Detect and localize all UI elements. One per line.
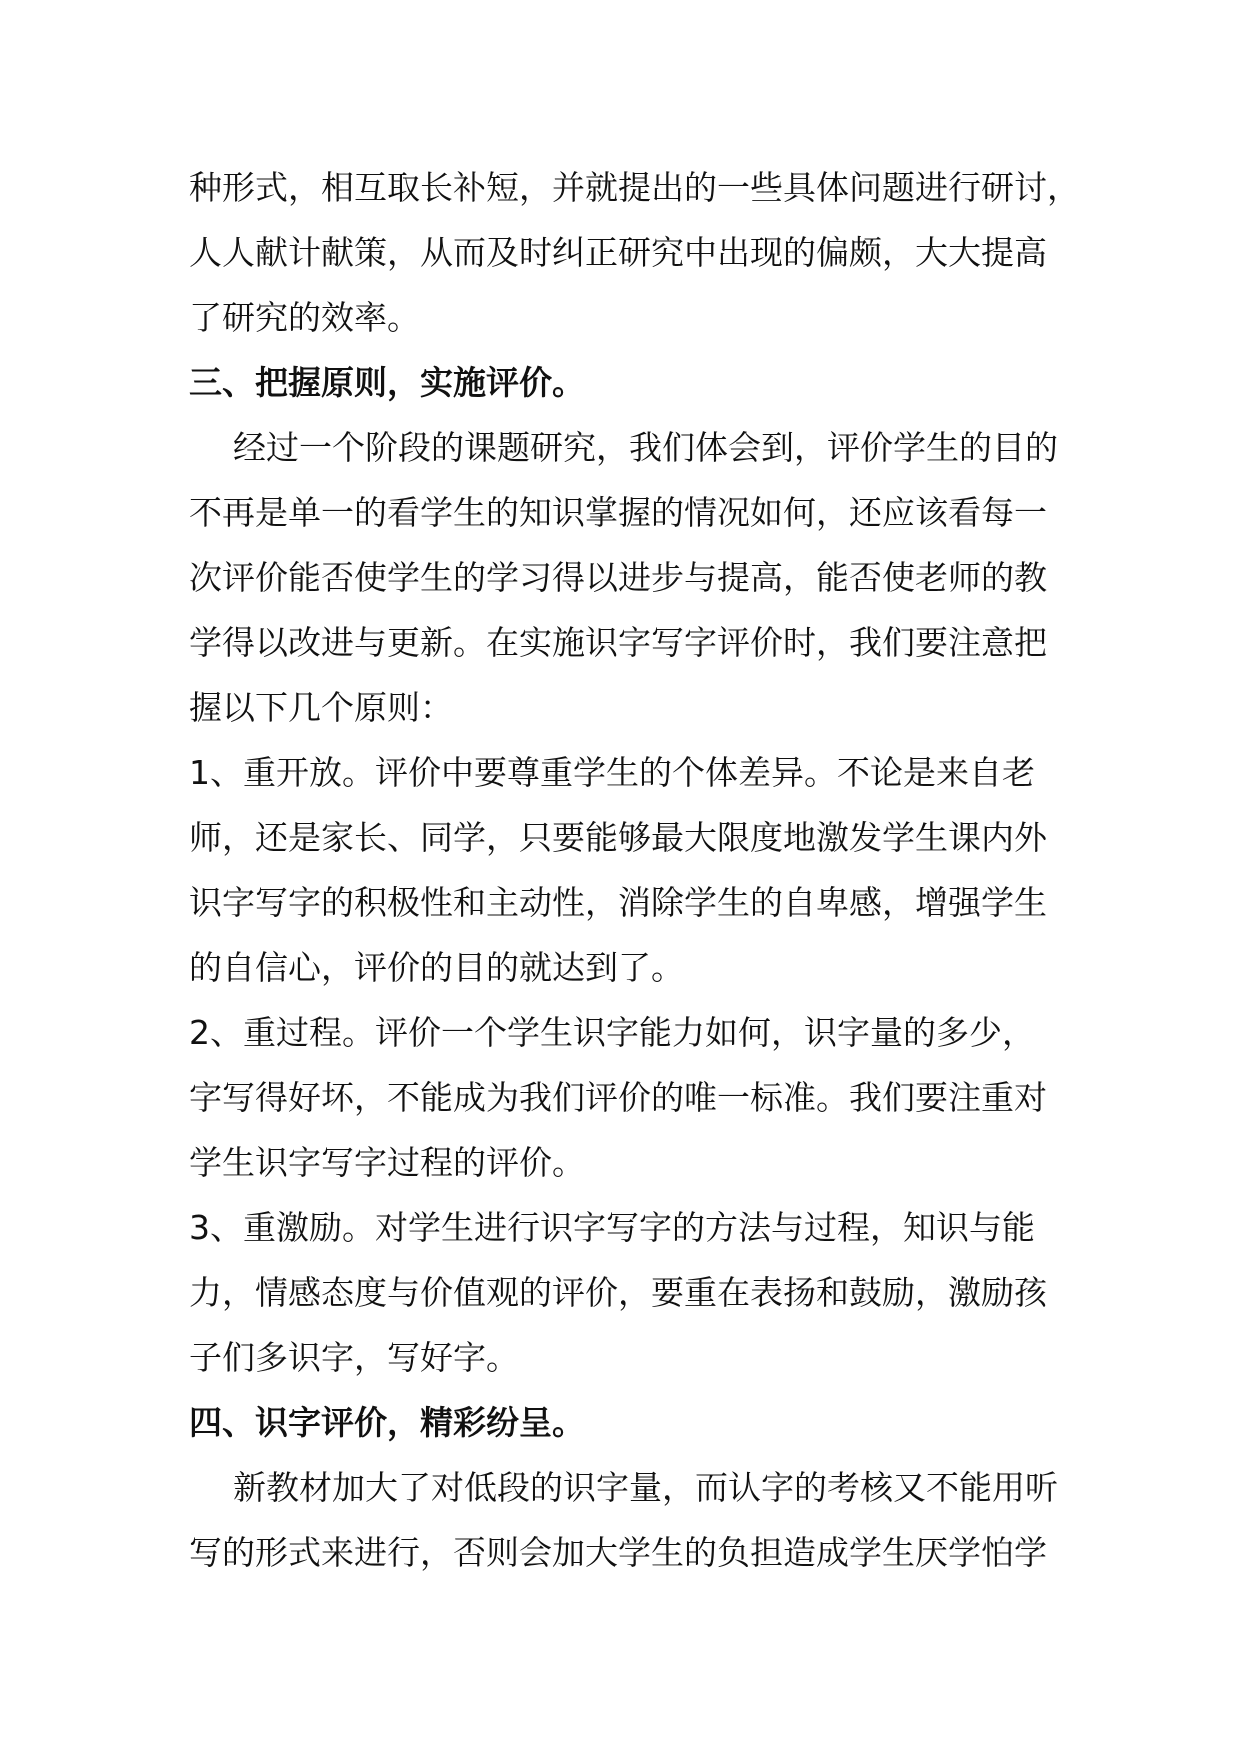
list-item-3: 3、重激励。对学生进行识字写字的方法与过程，知识与能: [189, 1208, 1035, 1247]
body-line: 字写得好坏，不能成为我们评价的唯一标准。我们要注重对: [189, 1078, 1047, 1117]
body-line: 师，还是家长、同学，只要能够最大限度地激发学生课内外: [189, 818, 1047, 857]
body-line: 写的形式来进行，否则会加大学生的负担造成学生厌学怕学: [189, 1533, 1047, 1572]
body-line: 人人献计献策，从而及时纠正研究中出现的偏颇，大大提高: [189, 233, 1047, 272]
section-heading-4: 四、识字评价，精彩纷呈。: [189, 1403, 585, 1442]
paragraph-first-line: 新教材加大了对低段的识字量，而认字的考核又不能用听: [233, 1468, 1058, 1507]
body-line: 不再是单一的看学生的知识掌握的情况如何，还应该看每一: [189, 493, 1047, 532]
body-line: 种形式，相互取长补短，并就提出的一些具体问题进行研讨，: [189, 168, 1080, 207]
body-line: 握以下几个原则：: [189, 688, 453, 727]
body-line: 识字写字的积极性和主动性，消除学生的自卑感，增强学生: [189, 883, 1047, 922]
body-line: 力，情感态度与价值观的评价，要重在表扬和鼓励，激励孩: [189, 1273, 1047, 1312]
section-heading-3: 三、把握原则，实施评价。: [189, 363, 585, 402]
list-item-1: 1、重开放。评价中要尊重学生的个体差异。不论是来自老: [189, 753, 1035, 792]
body-line: 子们多识字，写好字。: [189, 1338, 519, 1377]
body-line: 学得以改进与更新。在实施识字写字评价时，我们要注意把: [189, 623, 1047, 662]
body-line: 了研究的效率。: [189, 298, 420, 337]
body-line: 的自信心，评价的目的就达到了。: [189, 948, 684, 987]
paragraph-first-line: 经过一个阶段的课题研究，我们体会到，评价学生的目的: [233, 428, 1058, 467]
document-body: [189, 155, 1080, 1585]
body-line: 学生识字写字过程的评价。: [189, 1143, 585, 1182]
list-item-2: 2、重过程。评价一个学生识字能力如何，识字量的多少，: [189, 1013, 1035, 1052]
body-line: 次评价能否使学生的学习得以进步与提高，能否使老师的教: [189, 558, 1047, 597]
